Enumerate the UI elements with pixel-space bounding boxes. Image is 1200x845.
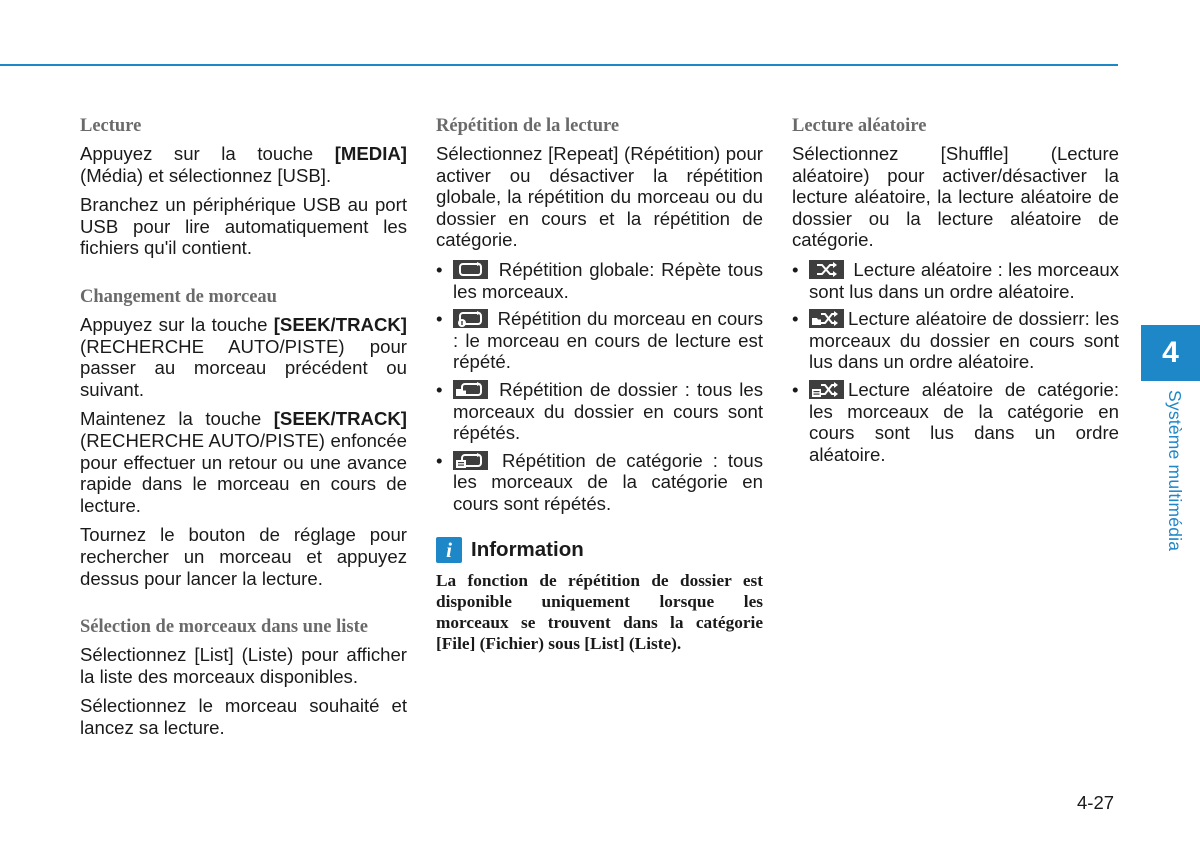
repeat-category-icon: [453, 451, 488, 470]
paragraph: [80, 314, 407, 400]
paragraph: Sélectionnez [List] (Liste) pour afficher la liste des morceaux disponibles.: [80, 644, 407, 687]
shuffle-category-icon: [809, 380, 844, 399]
shuffle-modes-list: [792, 259, 1119, 465]
repeat-folder-icon: [453, 380, 488, 399]
column-left: [80, 116, 407, 746]
info-text: La fonction de répétition de dossier est disponible uniquement lorsque les morceaux se trouvent dans la catégorie [File] (Fichier) sous [List] (Liste).: [436, 570, 763, 653]
key-label-seek-track: [SEEK/TRACK]: [273, 408, 407, 430]
section-heading-repetition: Répétition de la lecture: [436, 116, 620, 136]
list-item: • Lecture aléatoire de dossierr: les morceaux du dossier en cours sont lus dans un ordre aléatoire.: [792, 308, 1119, 373]
info-icon: i: [436, 537, 462, 563]
info-title: Information: [471, 537, 584, 561]
paragraph: Sélectionnez [Repeat] (Répétition) pour activer ou désactiver la répétition globale, la répétition du morceau ou du dossier en cours et la répétition de catégorie.: [436, 143, 763, 251]
repeat-one-icon: [453, 309, 488, 328]
list-item: • Lecture aléatoire de catégorie: les morceaux de la catégorie en cours sont lus dans un ordre aléatoire.: [792, 378, 1119, 465]
list-item: • Lecture aléatoire : les morceaux sont lus dans un ordre aléatoire.: [792, 258, 1119, 302]
paragraph: Sélectionnez le morceau souhaité et lancez sa lecture.: [80, 695, 407, 738]
text: Appuyez sur la touche: [80, 313, 274, 335]
repeat-all-icon: [453, 260, 488, 279]
paragraph: [80, 143, 407, 186]
chapter-tab: 4: [1141, 325, 1200, 381]
section-heading-selection: Sélection de morceaux dans une liste: [80, 617, 368, 638]
section-heading-changement: Changement de morceau: [80, 286, 277, 307]
column-right: [792, 116, 1119, 471]
text: (RECHERCHE AUTO/PISTE) pour passer au morceau précédent ou suivant.: [80, 335, 407, 400]
section-heading-lecture: Lecture: [80, 116, 142, 136]
key-label-seek-track: [SEEK/TRACK]: [273, 313, 407, 335]
key-label-media: [MEDIA]: [334, 143, 407, 164]
repeat-modes-list: [436, 259, 763, 515]
list-item: • Répétition de dossier : tous les morceaux du dossier en cours sont répétés.: [436, 378, 763, 444]
list-item: • Répétition globale: Répète tous les morceaux.: [436, 258, 763, 302]
section-heading-aleatoire: Lecture aléatoire: [792, 116, 927, 136]
shuffle-folder-icon: [809, 309, 844, 328]
text: Maintenez la touche: [80, 408, 274, 430]
paragraph: Tournez le bouton de réglage pour rechercher un morceau et appuyez dessus pour lancer la lecture.: [80, 524, 407, 589]
text: (Média) et sélectionnez [USB].: [80, 164, 332, 186]
column-middle: [436, 116, 763, 654]
chapter-title: Système multimédia: [1165, 390, 1185, 552]
text: (RECHERCHE AUTO/PISTE) enfoncée pour effectuer un retour ou une avance rapide dans le morceau en cours de lecture.: [80, 429, 407, 516]
paragraph: [80, 408, 407, 516]
list-item: • Répétition de catégorie : tous les morceaux de la catégorie en cours sont répétés.: [436, 449, 763, 514]
page-number: 4-27: [1077, 792, 1115, 813]
paragraph: Sélectionnez [Shuffle] (Lecture aléatoire) pour activer/désactiver la lecture aléatoire, la lecture aléatoire de dossier ou la lecture aléatoire de catégorie.: [792, 143, 1119, 251]
info-box-header: [436, 537, 763, 563]
list-item: • Répétition du morceau en cours : le morceau en cours de lecture est répété.: [436, 308, 763, 373]
text: Appuyez sur la touche: [80, 143, 335, 164]
shuffle-all-icon: [809, 260, 844, 279]
top-rule: [0, 64, 1118, 66]
paragraph: Branchez un périphérique USB au port USB pour lire automatiquement les fichiers qu'il contient.: [80, 194, 407, 259]
